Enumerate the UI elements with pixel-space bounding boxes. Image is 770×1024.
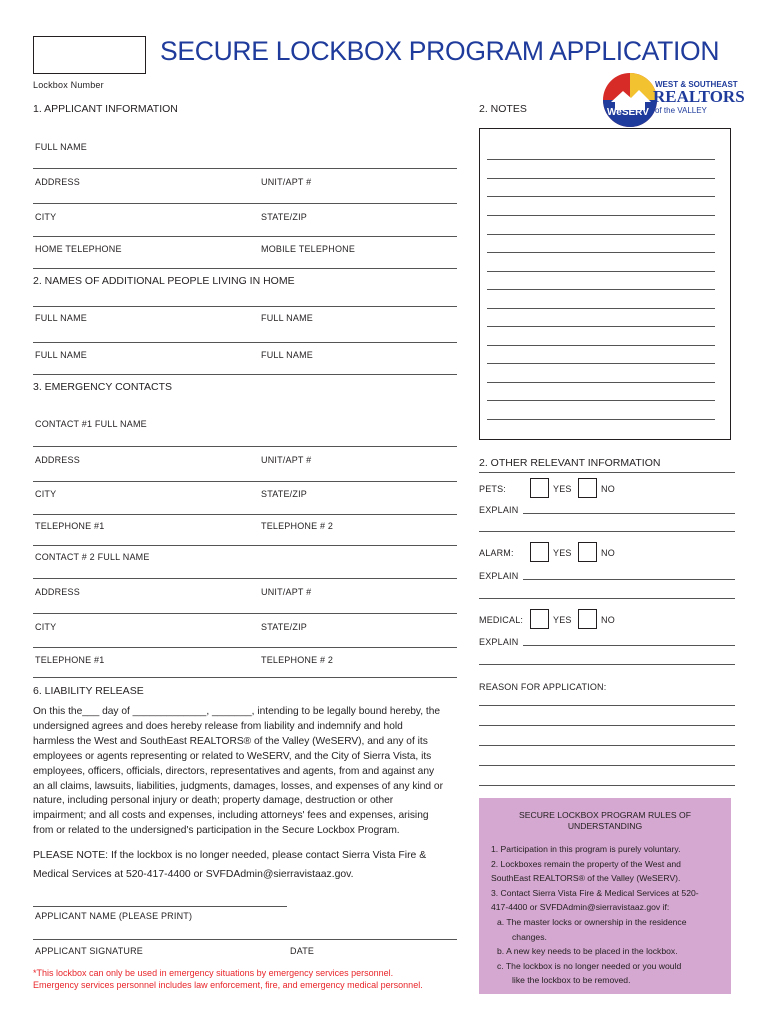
- logo-line1: WEST & SOUTHEAST: [655, 80, 738, 89]
- other-info-heading: 2. OTHER RELEVANT INFORMATION: [479, 457, 661, 469]
- applicant-city-label: CITY: [35, 212, 57, 222]
- additional-name-1-label: FULL NAME: [35, 313, 87, 323]
- reason-line-3[interactable]: [479, 745, 735, 746]
- pets-yes-label: YES: [553, 484, 572, 494]
- signature-label: APPLICANT SIGNATURE: [35, 946, 143, 956]
- alarm-label: ALARM:: [479, 548, 514, 558]
- contact2-unit-label: UNIT/APT #: [261, 587, 312, 597]
- contact2-tel1-label: TELEPHONE #1: [35, 655, 105, 665]
- applicant-mobile-phone-label: MOBILE TELEPHONE: [261, 244, 356, 254]
- additional-name-line-1[interactable]: [33, 342, 457, 343]
- contact2-tel2-label: TELEPHONE # 2: [261, 655, 334, 665]
- contact1-name-line[interactable]: [33, 446, 457, 447]
- contact1-phone-line[interactable]: [33, 545, 457, 546]
- contact2-name-label: CONTACT # 2 FULL NAME: [35, 552, 150, 562]
- alarm-no-label: NO: [601, 548, 615, 558]
- disclaimer: [33, 967, 423, 991]
- additional-name-2-label: FULL NAME: [261, 313, 313, 323]
- medical-explain-label: EXPLAIN: [479, 637, 519, 647]
- applicant-full-name-label: FULL NAME: [35, 142, 87, 152]
- contact1-tel2-label: TELEPHONE # 2: [261, 521, 334, 531]
- contact2-name-line[interactable]: [33, 578, 457, 579]
- rule-item: c. The lockbox is no longer needed or you would: [497, 960, 682, 971]
- lockbox-number-label: Lockbox Number: [33, 80, 104, 90]
- medical-explain-line[interactable]: [523, 645, 735, 646]
- medical-no-checkbox[interactable]: [578, 609, 597, 629]
- logo-line3: of the VALLEY: [655, 106, 707, 115]
- contact2-address-line[interactable]: [33, 613, 457, 614]
- medical-label: MEDICAL:: [479, 615, 524, 625]
- additional-people-heading: 2. NAMES OF ADDITIONAL PEOPLE LIVING IN HOME: [33, 275, 295, 287]
- applicant-phone-line[interactable]: [33, 268, 457, 269]
- applicant-home-phone-label: HOME TELEPHONE: [35, 244, 122, 254]
- rules-list: [479, 842, 731, 988]
- rule-item: changes.: [512, 931, 547, 942]
- pets-yes-checkbox[interactable]: [530, 478, 549, 498]
- notes-box[interactable]: [479, 128, 731, 440]
- contact1-address-line[interactable]: [33, 481, 457, 482]
- contact1-unit-label: UNIT/APT #: [261, 455, 312, 465]
- signature-line[interactable]: [33, 939, 457, 940]
- applicant-city-line[interactable]: [33, 236, 457, 237]
- logo-line2: REALTORS: [653, 87, 745, 106]
- pets-no-checkbox[interactable]: [578, 478, 597, 498]
- reason-line-5[interactable]: [479, 785, 735, 786]
- applicant-full-name-line[interactable]: [33, 168, 457, 169]
- pets-explain-label: EXPLAIN: [479, 505, 519, 515]
- pets-label: PETS:: [479, 484, 507, 494]
- additional-name-4-label: FULL NAME: [261, 350, 313, 360]
- liability-text: On this the___ day of _____________, _______, intending to be legally bound hereby, the undersigned agrees and does hereby release from liability and indemnify and hold harmless the West and SouthEast REALTORS® of the Valley (WeSERV), and any of its employees or agents representing or related to WeSERV, and the City of Sierra Vista, its employees, officers, officials, directors, representatives and agents, from and against any an all claims, lawsuits, liabilities, judgments, damages, losses, and expenses of any kind or nature, including personal injury or death; property damage, destruction or other impairment; and all costs and expenses, including attorneys' fees and expenses, arising from or related to the undersigned's participation in the Secure Lockbox Program.: [33, 706, 443, 837]
- reason-line-4[interactable]: [479, 765, 735, 766]
- alarm-explain-line-2[interactable]: [479, 598, 735, 599]
- rule-item: b. A new key needs to be placed in the lockbox.: [497, 946, 678, 957]
- rule-item: 1. Participation in this program is purely voluntary.: [491, 844, 681, 854]
- medical-yes-checkbox[interactable]: [530, 609, 549, 629]
- rules-box: [479, 798, 731, 994]
- rule-item: a. The master locks or ownership in the residence: [497, 916, 687, 927]
- page-title: SECURE LOCKBOX PROGRAM APPLICATION: [160, 36, 720, 66]
- realtors-logo: [601, 72, 743, 128]
- alarm-yes-label: YES: [553, 548, 572, 558]
- contact2-phone-line[interactable]: [33, 677, 457, 678]
- rule-item: 3. Contact Sierra Vista Fire & Medical Services at 520-: [491, 887, 699, 898]
- logo-emblem-icon: [601, 72, 661, 128]
- contact1-city-line[interactable]: [33, 514, 457, 515]
- applicant-address-label: ADDRESS: [35, 177, 80, 187]
- pets-no-label: NO: [601, 484, 615, 494]
- reason-line-1[interactable]: [479, 705, 735, 706]
- medical-yes-label: YES: [553, 615, 572, 625]
- rule-item: like the lockbox to be removed.: [512, 975, 631, 986]
- pets-explain-line[interactable]: [523, 513, 735, 514]
- reason-label: REASON FOR APPLICATION:: [479, 682, 607, 692]
- logo-badge: WeSERV: [607, 107, 649, 118]
- contact2-address-label: ADDRESS: [35, 587, 80, 597]
- applicant-state-zip-label: STATE/ZIP: [261, 212, 307, 222]
- alarm-explain-line[interactable]: [523, 579, 735, 580]
- alarm-no-checkbox[interactable]: [578, 542, 597, 562]
- notes-heading: 2. NOTES: [479, 103, 527, 115]
- reason-line-2[interactable]: [479, 725, 735, 726]
- rules-title: SECURE LOCKBOX PROGRAM RULES OF UNDERSTANDING: [519, 810, 691, 831]
- date-label: DATE: [290, 946, 315, 956]
- contact2-state-zip-label: STATE/ZIP: [261, 622, 307, 632]
- rule-item: 2. Lockboxes remain the property of the West and: [491, 858, 681, 869]
- applicant-address-line[interactable]: [33, 203, 457, 204]
- lockbox-number-field[interactable]: [33, 36, 146, 74]
- pets-explain-line-2[interactable]: [479, 531, 735, 532]
- rule-item: 417-4400 or SVFDAdmin@sierravistaaz.gov if:: [491, 902, 670, 913]
- name-print-label: APPLICANT NAME (PLEASE PRINT): [35, 911, 193, 921]
- alarm-yes-checkbox[interactable]: [530, 542, 549, 562]
- applicant-unit-label: UNIT/APT #: [261, 177, 312, 187]
- liability-heading: 6. LIABILITY RELEASE: [33, 685, 144, 697]
- contact1-name-label: CONTACT #1 FULL NAME: [35, 419, 147, 429]
- additional-people-top-line: [33, 306, 457, 307]
- disclaimer-line-1: *This lockbox can only be used in emergency situations by emergency services personnel.: [33, 968, 394, 978]
- medical-no-label: NO: [601, 615, 615, 625]
- contact1-city-label: CITY: [35, 489, 57, 499]
- additional-name-3-label: FULL NAME: [35, 350, 87, 360]
- applicant-heading: 1. APPLICANT INFORMATION: [33, 103, 178, 115]
- contact2-city-line[interactable]: [33, 647, 457, 648]
- contact1-address-label: ADDRESS: [35, 455, 80, 465]
- additional-name-line-2[interactable]: [33, 374, 457, 375]
- name-print-line[interactable]: [33, 906, 287, 907]
- medical-explain-line-2[interactable]: [479, 664, 735, 665]
- contact2-city-label: CITY: [35, 622, 57, 632]
- contact1-tel1-label: TELEPHONE #1: [35, 521, 105, 531]
- emergency-heading: 3. EMERGENCY CONTACTS: [33, 381, 173, 393]
- alarm-explain-label: EXPLAIN: [479, 571, 519, 581]
- contact1-state-zip-label: STATE/ZIP: [261, 489, 307, 499]
- disclaimer-line-2: Emergency services personnel includes law enforcement, fire, and emergency medical personnel.: [33, 980, 423, 990]
- liability-notice: PLEASE NOTE: If the lockbox is no longer needed, please contact Sierra Vista Fire & Medical Services at 520-417-4400 or SVFDAdmin@sierravistaaz.gov.: [33, 850, 427, 880]
- rule-item: SouthEast REALTORS® of the Valley (WeSERV).: [491, 873, 681, 884]
- other-info-rule: [479, 472, 735, 473]
